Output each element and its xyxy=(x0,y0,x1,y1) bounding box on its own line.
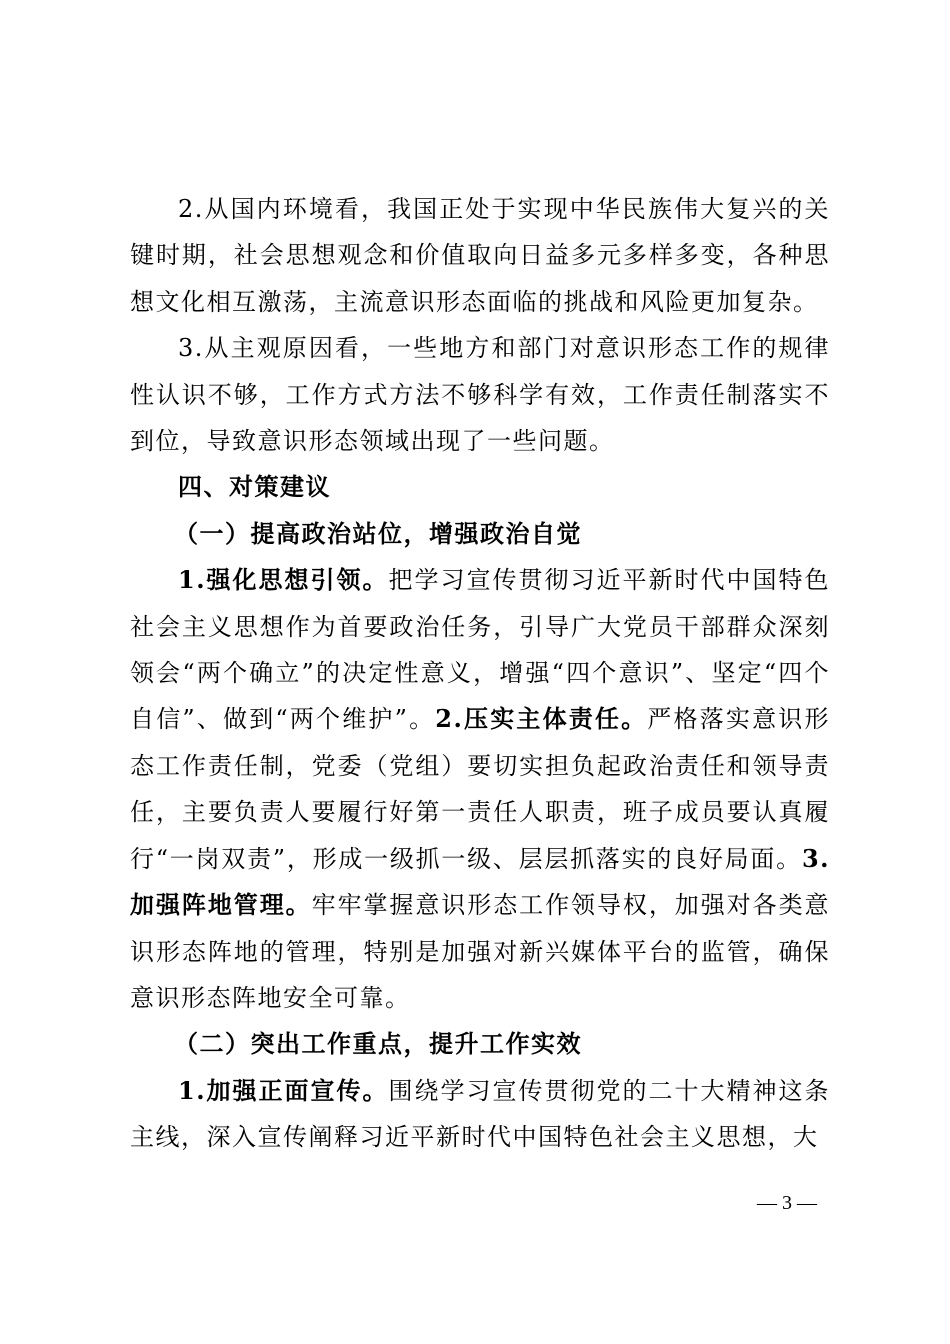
paragraph-domestic-environment: 2.从国内环境看，我国正处于实现中华民族伟大复兴的关键时期，社会思想观念和价值取向日益多元多样多变，各种思想文化相互激荡，主流意识形态面临的挑战和风险更加复杂。 xyxy=(130,195,830,316)
text-position-management: 牢牢掌握意识形态工作领导权，加强对各类意识形态阵地的管理，特别是加强对新兴媒体平台的监管，确保意识形态阵地安全可靠。 xyxy=(130,891,831,1012)
subsection-2-paragraph xyxy=(130,1068,830,1161)
subsection-2-heading: （二）突出工作重点，提升工作实效 xyxy=(174,1029,582,1059)
lead-position-management: 3.加强阵地管理。 xyxy=(130,843,830,920)
text-strengthen-guidance: 把学习宣传贯彻习近平新时代中国特色社会主义思想作为首要政治任务，引导广大党员干部群众深刻领会“两个确立”的决定性意义，增强“四个意识”、坚定“四个自信”、做到“两个维护”。 xyxy=(130,566,831,734)
page-number: — 3 — xyxy=(757,1192,817,1214)
section-heading: 四、对策建议 xyxy=(178,472,331,502)
paragraph-subjective-causes: 3.从主观原因看，一些地方和部门对意识形态工作的规律性认识不够，工作方式方法不够科学有效，工作责任制落实不到位，导致意识形态领域出现了一些问题。 xyxy=(130,334,830,456)
text-positive-publicity: 围绕学习宣传贯彻党的二十大精神这条主线，深入宣传阐释习近平新时代中国特色社会主义思想，大 xyxy=(130,1076,831,1152)
text-consolidate-responsibility: 严格落实意识形态工作责任制，党委（党组）要切实担负起政治责任和领导责任，主要负责人要履行好第一责任人职责，班子成员要认真履行“一岗双责”，形成一级抓一级、层层抓落实的良好局面。 xyxy=(130,705,830,873)
lead-consolidate-responsibility: 2.压实主体责任。 xyxy=(435,704,648,734)
lead-positive-publicity: 1.加强正面宣传。 xyxy=(178,1075,389,1105)
document-page xyxy=(130,186,830,1161)
subsection-1-paragraph xyxy=(130,557,830,1021)
subsection-1-heading: （一）提高政治站位，增强政治自觉 xyxy=(174,518,582,548)
lead-strengthen-guidance: 1.强化思想引领。 xyxy=(178,565,389,595)
